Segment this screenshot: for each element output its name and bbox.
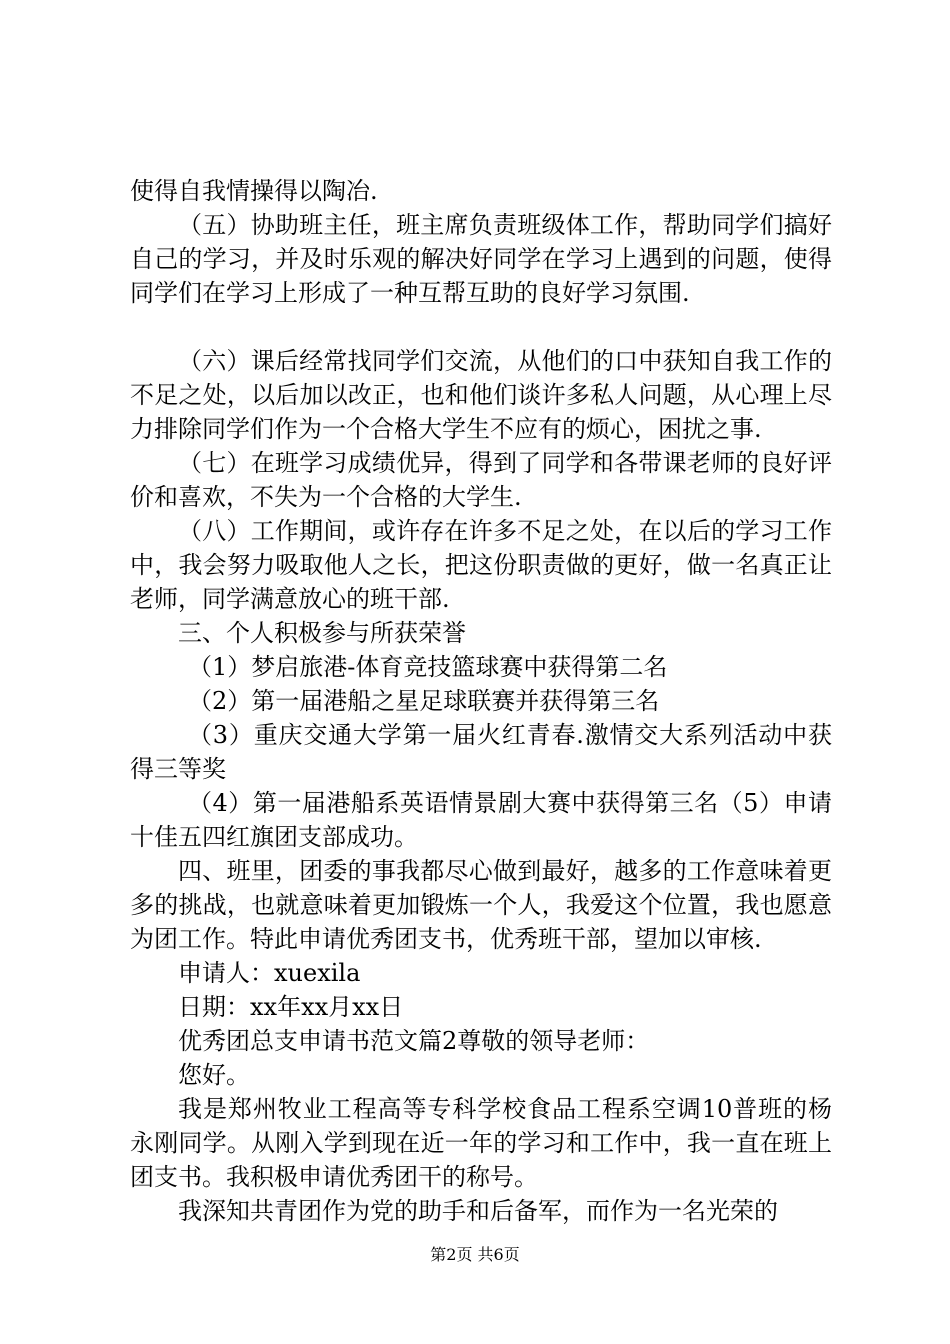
applicant-line: 申请人：xuexila	[178, 959, 361, 987]
honor-item-3: （3）重庆交通大学第一届火红青春.激情交大系列活动中获得三等奖	[130, 721, 832, 783]
paragraph-1: 使得自我情操得以陶冶.	[130, 177, 378, 205]
paragraph-item-8: （八）工作期间，或许存在许多不足之处，在以后的学习工作中，我会努力吸取他人之长，把这份职责做的更好，做一名真正让老师，同学满意放心的班干部.	[130, 517, 832, 613]
date-line: 日期：xx年xx月xx日	[178, 993, 404, 1021]
section-heading-honors: 三、个人积极参与所获荣誉	[178, 619, 466, 647]
paragraph-item-6: （六）课后经常找同学们交流，从他们的口中获知自我工作的不足之处，以后加以改正，也和他们谈许多私人问题，从心理上尽力排除同学们作为一个合格大学生不应有的烦心，困扰之事.	[130, 347, 832, 443]
honor-item-2: （2）第一届港船之星足球联赛并获得第三名	[188, 687, 660, 715]
page-footer: 第2页 共6页	[430, 1245, 520, 1264]
section-four-paragraph: 四、班里，团委的事我都尽心做到最好，越多的工作意味着更多的挑战，也就意味着更加锻炼一个人，我爱这个位置，我也愿意为团工作。特此申请优秀团支书，优秀班干部，望加以审核.	[130, 857, 832, 953]
paragraph-item-7: （七）在班学习成绩优异，得到了同学和各带课老师的良好评价和喜欢，不失为一个合格的大学生.	[130, 449, 832, 511]
document-body	[130, 174, 832, 1228]
closing-paragraph: 我深知共青团作为党的助手和后备军，而作为一名光荣的	[178, 1197, 778, 1225]
sample-2-heading: 优秀团总支申请书范文篇2尊敬的领导老师：	[178, 1027, 650, 1055]
honor-item-4-5: （4）第一届港船系英语情景剧大赛中获得第三名（5）申请十佳五四红旗团支部成功。	[130, 789, 832, 851]
paragraph-item-5: （五）协助班主任，班主席负责班级体工作，帮助同学们搞好自己的学习，并及时乐观的解决好同学在学习上遇到的问题，使得同学们在学习上形成了一种互帮互助的良好学习氛围.	[130, 211, 832, 307]
honor-item-1: （1）梦启旅港-体育竞技篮球赛中获得第二名	[188, 653, 668, 681]
greeting-line: 您好。	[178, 1061, 250, 1089]
intro-paragraph: 我是郑州牧业工程高等专科学校食品工程系空调10普班的杨永刚同学。从刚入学到现在近一年的学习和工作中，我一直在班上团支书。我积极申请优秀团干的称号。	[130, 1095, 832, 1191]
